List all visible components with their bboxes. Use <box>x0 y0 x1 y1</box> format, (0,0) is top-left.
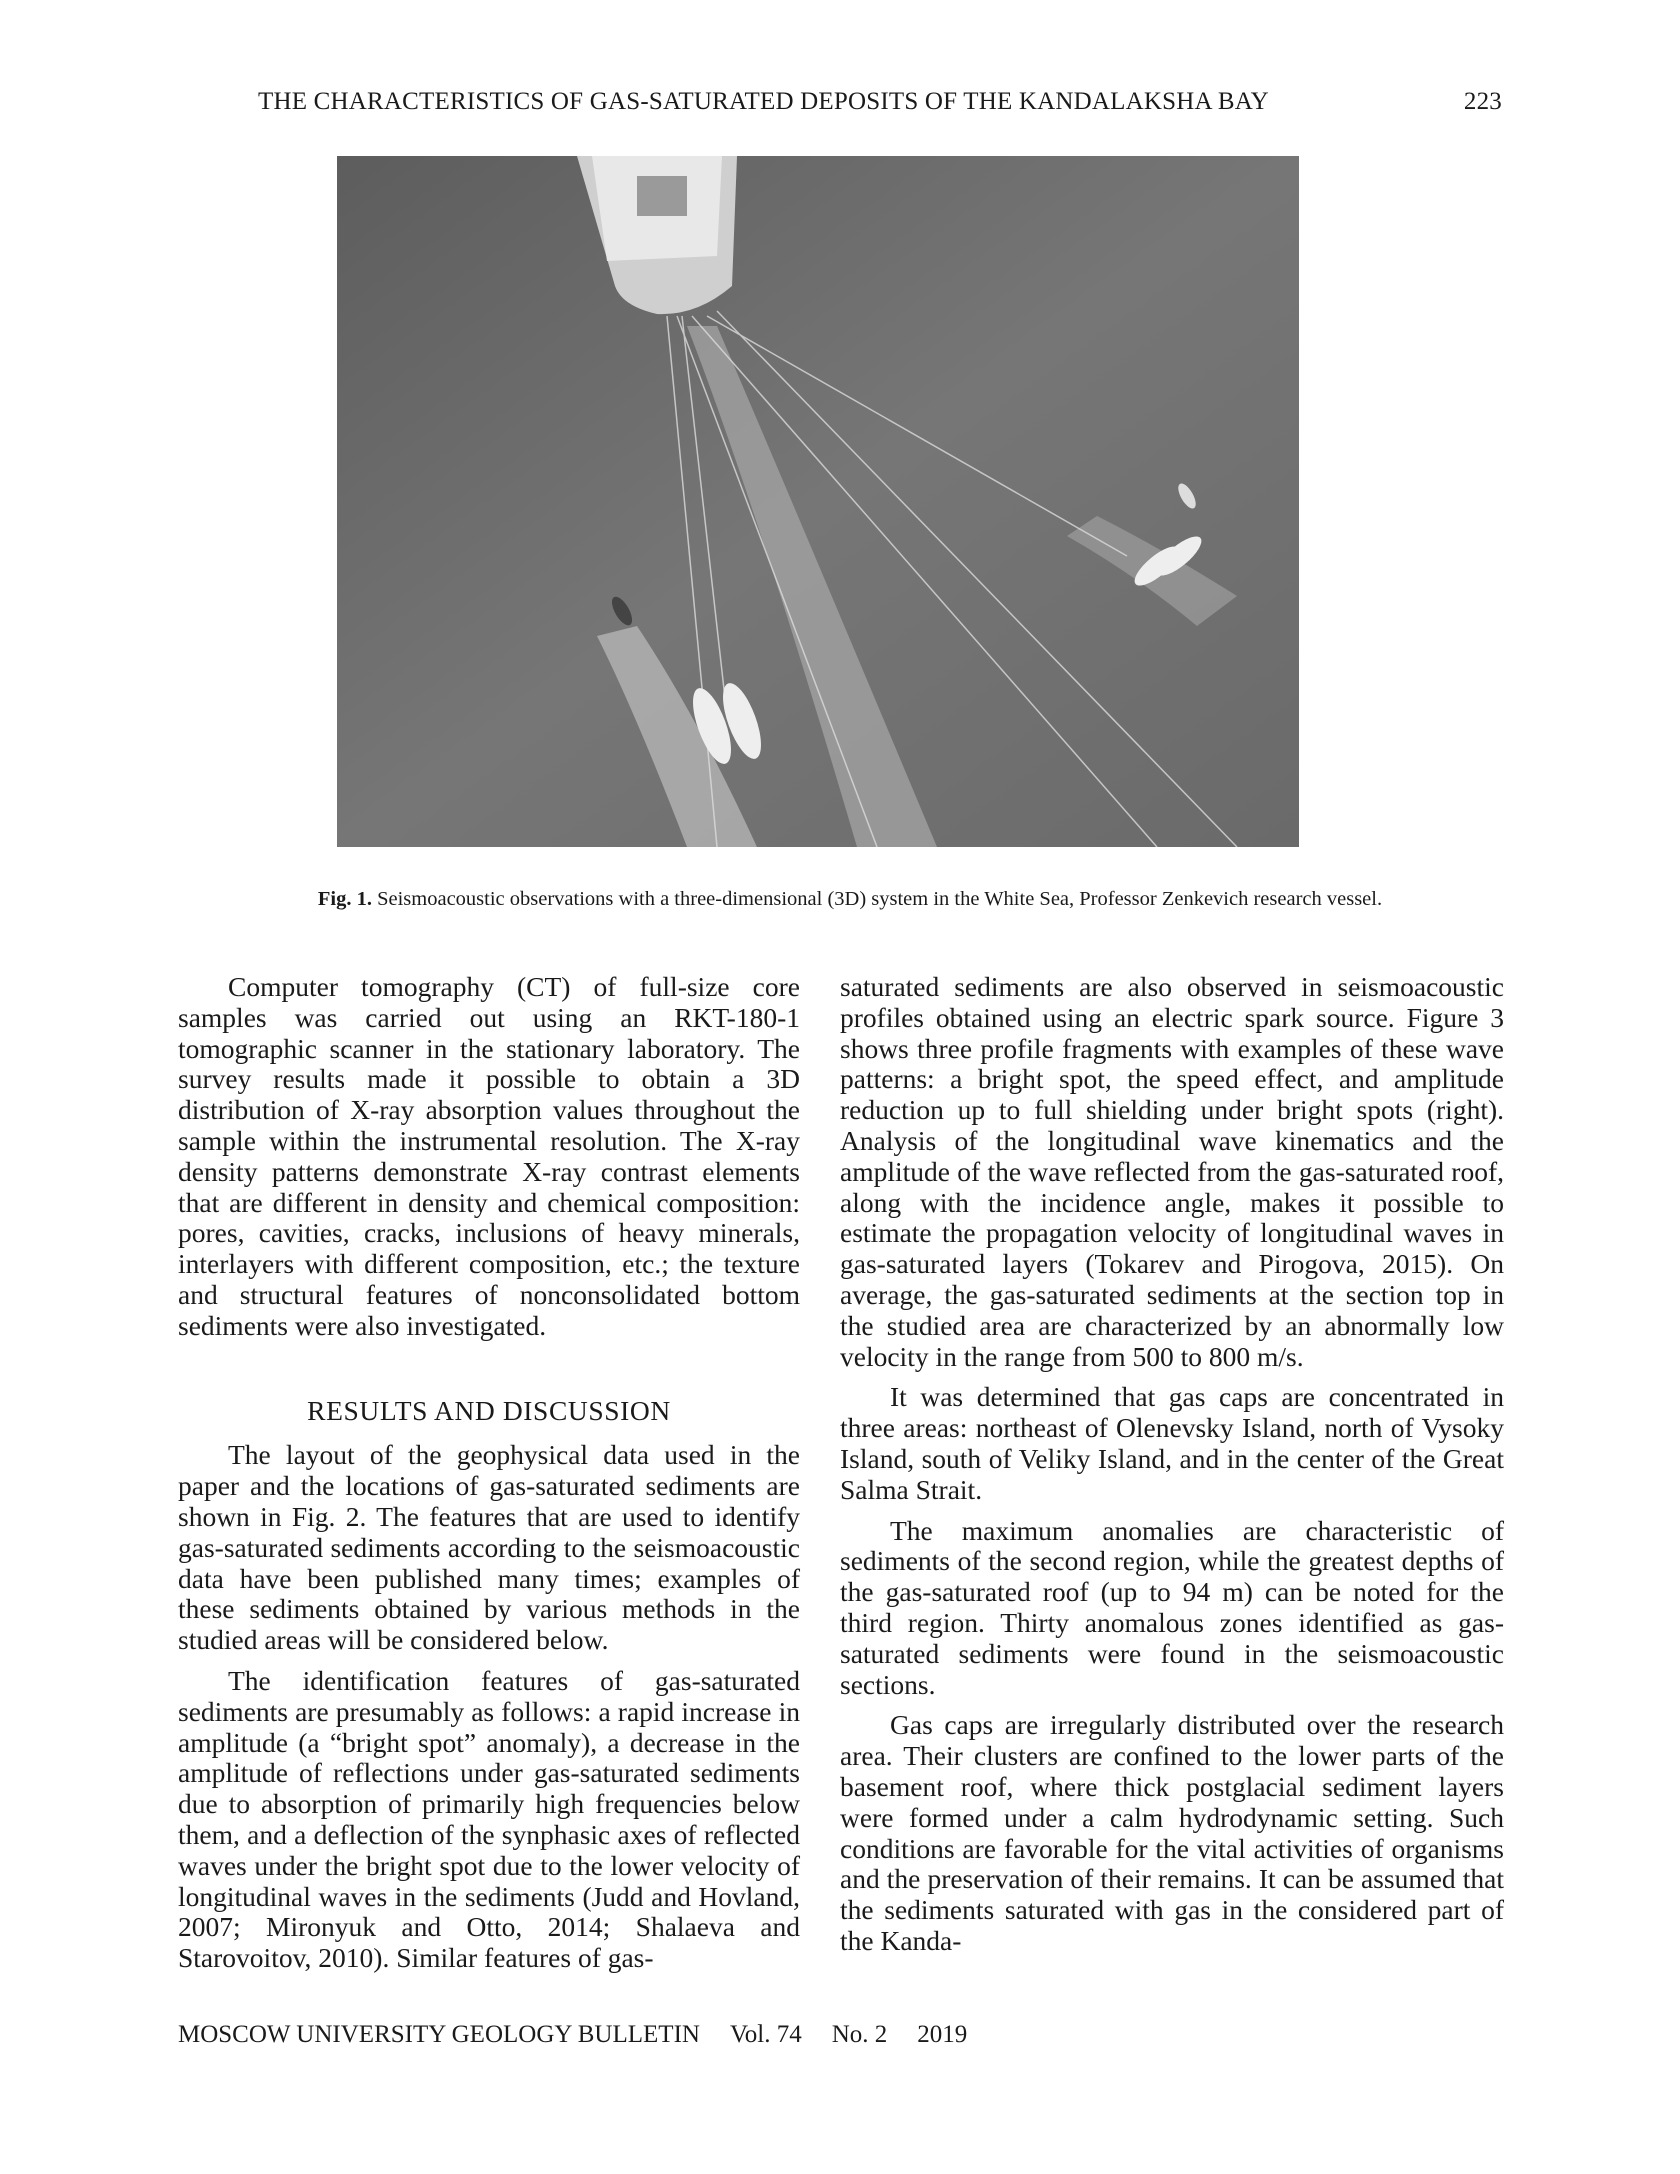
paragraph: Gas caps are irregularly distributed over the research area. Their clusters are confined to the lower parts of the basement roof, where thick postglacial sediment layers were formed under a calm hydrodynamic setting. Such conditions are favorable for the vital activities of organisms and the preservation of their remains. It can be assumed that the sediments saturated with gas in the considered part of the Kanda- <box>840 1709 1504 1956</box>
left-column <box>178 972 800 1984</box>
journal-name: MOSCOW UNIVERSITY GEOLOGY BULLETIN <box>178 2021 700 2048</box>
paragraph: The layout of the geophysical data used in the paper and the locations of gas-saturated sediments are shown in Fig. 2. The features that are used to identify gas-saturated sediments according to the seismoacoustic data have been published many times; examples of these sediments obtained by various methods in the studied areas will be considered below. <box>178 1439 800 1656</box>
paragraph: It was determined that gas caps are concentrated in three areas: northeast of Olenevsky Island, north of Vysoky Island, south of Veliky Island, and in the center of the Great Salma Strait. <box>840 1381 1504 1505</box>
figure-caption <box>210 888 1490 911</box>
figure-label: Fig. 1. <box>317 888 372 910</box>
paragraph: saturated sediments are also observed in seismoacoustic profiles obtained using an electric spark source. Figure 3 shows three profile fragments with examples of these wave patterns: a bright spot, the speed effect, and amplitude reduction up to full shielding under bright spots (right). Analysis of the longitudinal wave kinematics and the amplitude of the wave reflected from the gas-saturated roof, along with the incidence angle, makes it possible to estimate the propagation velocity of longitudinal waves in gas-saturated layers (Tokarev and Pirogova, 2015). On average, the gas-saturated sediments at the section top in the studied area are characterized by an abnormally low velocity in the range from 500 to 800 m/s. <box>840 971 1504 1372</box>
paragraph: The maximum anomalies are characteristic of sediments of the second region, while the greatest depths of the gas-saturated roof (up to 94 m) can be noted for the third region. Thirty anomalous zones identified as gas-saturated sediments were found in the seismoacoustic sections. <box>840 1514 1504 1700</box>
right-column <box>840 972 1504 1967</box>
paragraph: The identification features of gas-saturated sediments are presumably as follows: a rapid increase in amplitude (a “bright spot” anomaly), a decrease in the amplitude of reflections under gas-saturated sediments due to absorption of primarily high frequencies below them, and a deflection of the synphasic axes of reflected waves under the bright spot due to the lower velocity of longitudinal waves in the sediments (Judd and Hovland, 2007; Mironyuk and Otto, 2014; Shalaeva and Starovoitov, 2010). Similar features of gas- <box>178 1664 800 1974</box>
running-title: THE CHARACTERISTICS OF GAS-SATURATED DEPOSITS OF THE KANDALAKSHA BAY <box>258 88 1269 115</box>
journal-volume: Vol. 74 <box>729 2021 802 2048</box>
journal-footer <box>178 2021 997 2049</box>
section-heading: RESULTS AND DISCUSSION <box>307 1394 671 1426</box>
journal-year: 2019 <box>917 2021 968 2048</box>
figure-caption-text: Seismoacoustic observations with a three-dimensional (3D) system in the White Sea, Professor Zenkevich research vessel. <box>371 888 1383 910</box>
journal-number: No. 2 <box>831 2021 888 2048</box>
page-number: 223 <box>1463 88 1502 115</box>
vessel-photo-illustration <box>337 156 1299 847</box>
paragraph: Computer tomography (CT) of full-size core samples was carried out using an RKT-180-1 tomographic scanner in the stationary laboratory. The survey results made it possible to obtain a 3D distribution of X-ray absorption values throughout the sample within the instrumental resolution. The X-ray density patterns demonstrate X-ray contrast elements that are different in density and chemical composition: pores, cavities, cracks, inclusions of heavy minerals, interlayers with different composition, etc.; the texture and structural features of nonconsolidated bottom sediments were also investigated. <box>178 971 800 1341</box>
figure-1-photo <box>337 156 1299 847</box>
